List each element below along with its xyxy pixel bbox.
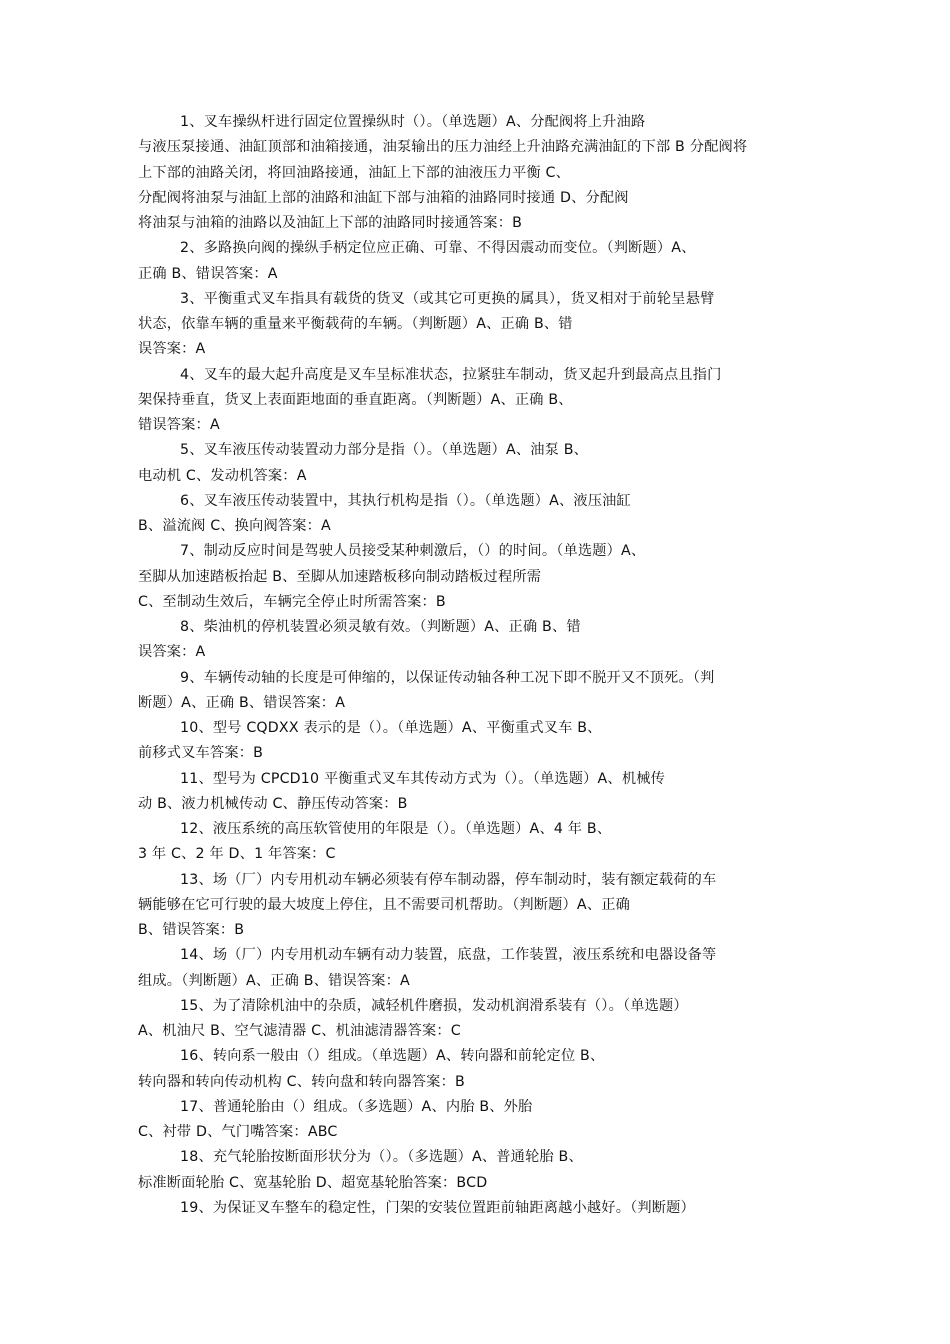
question-start-line: 8、柴油机的停机装置必须灵敏有效。（判断题）A、正确 B、错: [180, 619, 581, 635]
question-continuation-line: C、至制动生效后，车辆完全停止时所需答案：B: [138, 593, 446, 610]
question-continuation-line: 分配阀将油泵与油缸上部的油路和油缸下部与油箱的油路同时接通 D、分配阀: [138, 189, 629, 206]
question-continuation-line: 电动机 C、发动机答案：A: [138, 467, 307, 484]
question-start-line: 9、车辆传动轴的长度是可伸缩的，以保证传动轴各种工况下即不脱开又不顶死。（判: [180, 669, 715, 686]
question-continuation-line: 与液压泵接通、油缸顶部和油箱接通，油泵输出的压力油经上升油路充满油缸的下部 B 分配阀将: [138, 139, 748, 156]
question-start-line: 12、液压系统的高压软管使用的年限是（）。（单选题）A、4 年 B、: [180, 821, 612, 837]
question-continuation-line: 将油泵与油箱的油路以及油缸上下部的油路同时接通答案：B: [138, 215, 523, 231]
question-continuation-line: 状态，依靠车辆的重量来平衡载荷的车辆。（判断题）A、正确 B、错: [138, 316, 573, 332]
question-continuation-line: B、溢流阀 C、换向阀答案：A: [138, 518, 331, 534]
question-start-line: 2、多路换向阀的操纵手柄定位应正确、可靠、不得因震动而变位。（判断题）A、: [180, 240, 696, 257]
question-continuation-line: 辆能够在它可行驶的最大坡度上停住，且不需要司机帮助。（判断题）A、正确: [138, 896, 630, 913]
question-start-line: 4、叉车的最大起升高度是叉车呈标准状态，拉紧驻车制动，货叉起升到最高点且指门: [180, 366, 722, 383]
question-continuation-line: 误答案：A: [138, 644, 206, 661]
question-start-line: 5、叉车液压传动装置动力部分是指（）。（单选题）A、油泵 B、: [180, 442, 589, 459]
question-continuation-line: 至脚从加速踏板抬起 B、至脚从加速踏板移向制动踏板过程所需: [138, 568, 542, 585]
question-continuation-line: 正确 B、错误答案：A: [138, 265, 278, 282]
question-start-line: 14、场（厂）内专用机动车辆有动力装置，底盘，工作装置，液压系统和电器设备等: [180, 947, 717, 964]
question-continuation-line: 3 年 C、2 年 D、1 年答案：C: [138, 846, 336, 863]
question-continuation-line: B、错误答案：B: [138, 922, 245, 938]
question-start-line: 19、为保证叉车整车的稳定性，门架的安装位置距前轴距离越小越好。（判断题）: [180, 1199, 695, 1216]
question-continuation-line: 误答案：A: [138, 341, 206, 358]
question-start-line: 18、充气轮胎按断面形状分为（）。（多选题）A、普通轮胎 B、: [180, 1149, 583, 1166]
question-start-line: 15、为了清除机油中的杂质，减轻机件磨损，发动机润滑系装有（）。（单选题）: [180, 997, 688, 1014]
question-start-line: 16、转向系一般由（）组成。（单选题）A、转向器和前轮定位 B、: [180, 1048, 605, 1065]
question-continuation-line: C、衬带 D、气门嘴答案：ABC: [138, 1124, 338, 1140]
question-continuation-line: 前移式叉车答案：B: [138, 745, 264, 762]
question-continuation-line: 上下部的油路关闭，将回油路接通，油缸上下部的油液压力平衡 C、: [138, 164, 571, 181]
question-start-line: 13、场（厂）内专用机动车辆必须装有停车制动器，停车制动时，装有额定载荷的车: [180, 871, 717, 888]
question-start-line: 17、普通轮胎由（）组成。（多选题）A、内胎 B、外胎: [180, 1098, 533, 1115]
question-start-line: 1、叉车操纵杆进行固定位置操纵时（）。（单选题）A、分配阀将上升油路: [180, 114, 646, 130]
question-start-line: 6、叉车液压传动装置中，其执行机构是指（）。（单选题）A、液压油缸: [180, 492, 631, 509]
question-start-line: 10、型号 CQDXX 表示的是（）。（单选题）A、平衡重式叉车 B、: [180, 720, 602, 736]
question-continuation-line: 错误答案：A: [138, 417, 220, 433]
question-continuation-line: 动 B、液力机械传动 C、静压传动答案：B: [138, 795, 408, 812]
question-continuation-line: A、机油尺 B、空气滤清器 C、机油滤清器答案：C: [138, 1023, 461, 1039]
question-start-line: 11、型号为 CPCD10 平衡重式叉车其传动方式为（）。（单选题）A、机械传: [180, 770, 665, 787]
question-continuation-line: 标准断面轮胎 C、宽基轮胎 D、超宽基轮胎答案：BCD: [138, 1174, 488, 1191]
question-start-line: 7、制动反应时间是驾驶人员接受某种刺激后，（）的时间。（单选题）A、: [180, 543, 646, 560]
question-continuation-line: 转向器和转向传动机构 C、转向盘和转向器答案：B: [138, 1073, 465, 1090]
question-continuation-line: 断题）A、正确 B、错误答案：A: [138, 694, 346, 711]
question-continuation-line: 组成。（判断题）A、正确 B、错误答案：A: [138, 972, 410, 989]
question-continuation-line: 架保持垂直，货叉上表面距地面的垂直距离。（判断题）A、正确 B、: [138, 391, 573, 408]
question-start-line: 3、平衡重式叉车指具有载货的货叉（或其它可更换的属具），货叉相对于前轮呈悬臂: [180, 290, 715, 307]
